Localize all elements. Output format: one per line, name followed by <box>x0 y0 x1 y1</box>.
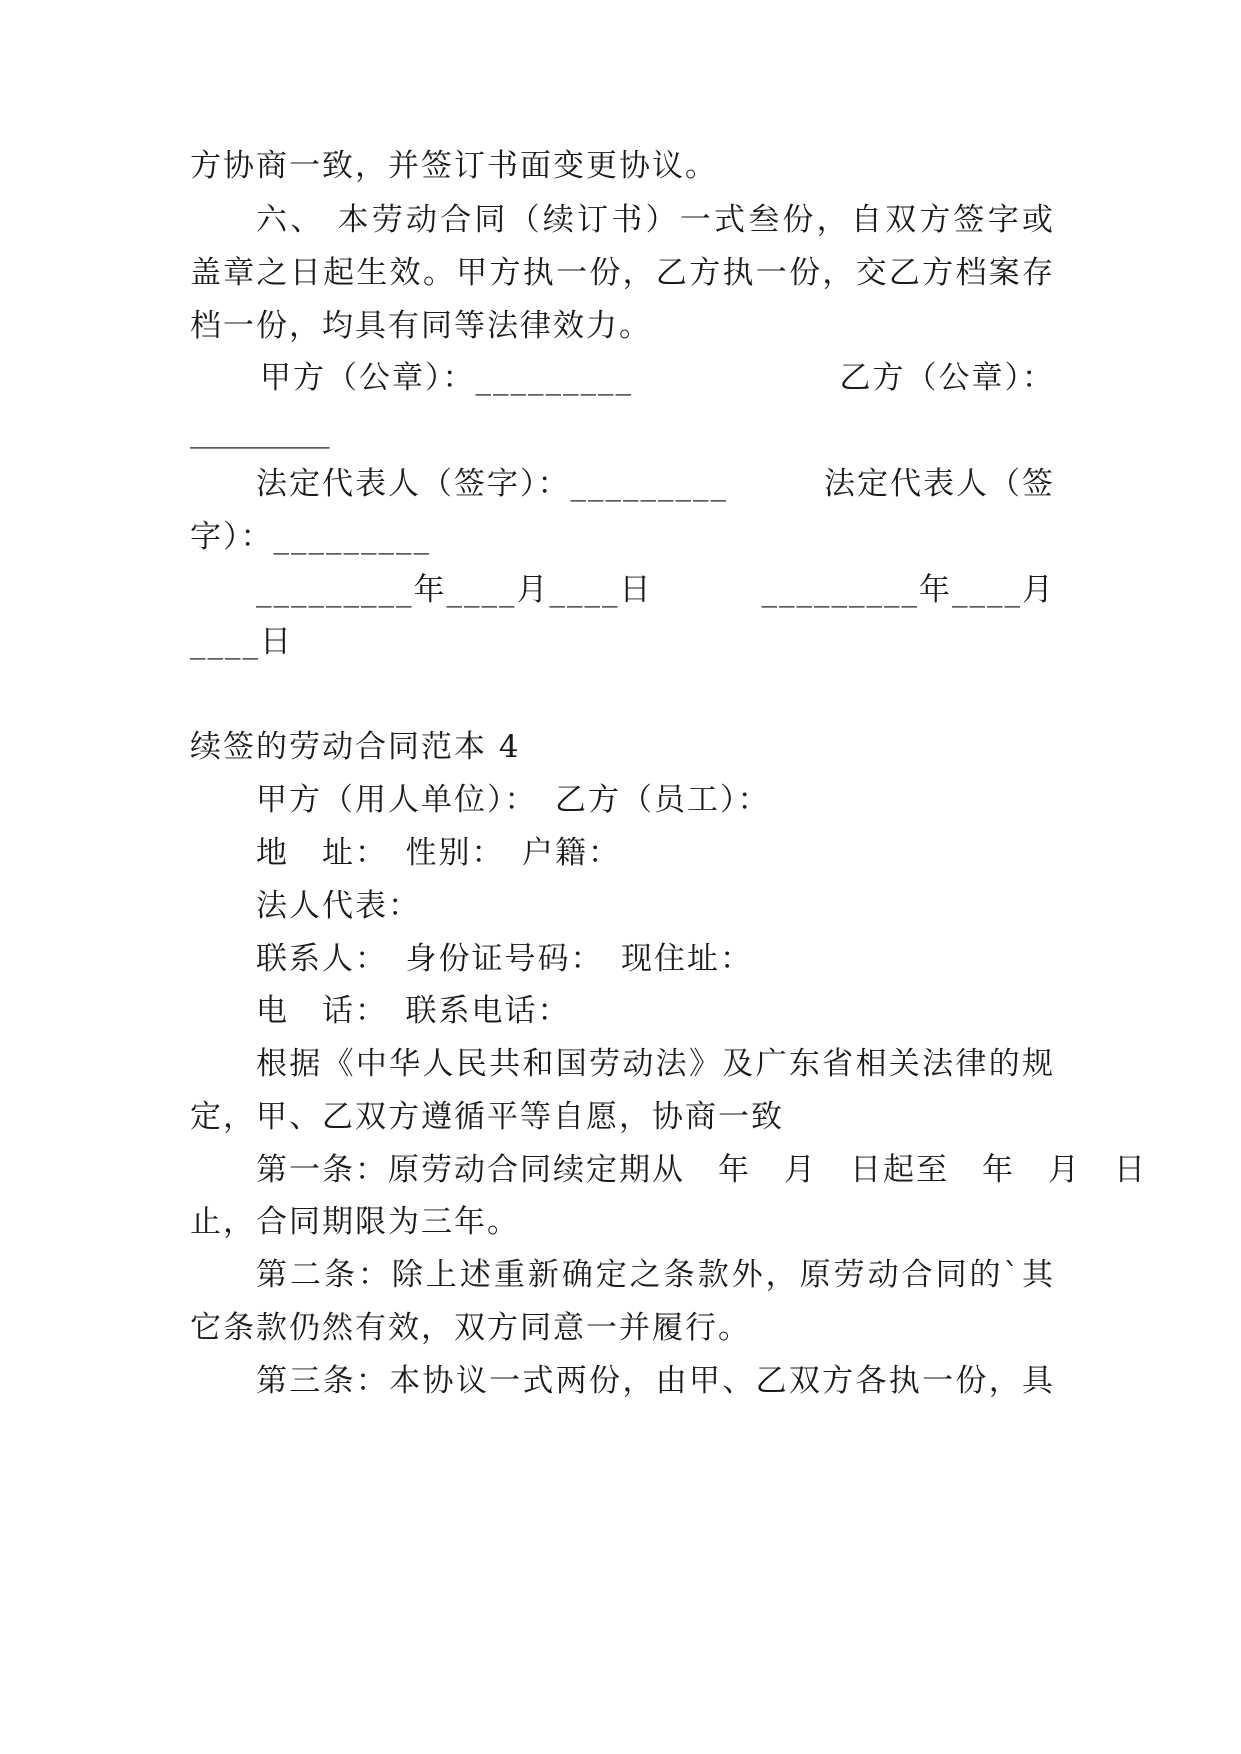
paragraph-line: 根据《中华人民共和国劳动法》及广东省相关法律的规 <box>256 1046 1055 1082</box>
party-info-line: 甲方（用人单位）： 乙方（员工）： <box>256 782 771 818</box>
party-a-date: _________年____月____日 <box>256 572 653 608</box>
paragraph-line: 定，甲、乙双方遵循平等自愿，协商一致 <box>190 1099 784 1135</box>
signature-row-representative <box>190 464 1055 504</box>
signature-row-seal <box>190 358 1055 398</box>
party-b-seal-label: 乙方（公章）： <box>839 360 1055 396</box>
date-row <box>190 570 1055 610</box>
paragraph-line: 盖章之日起生效。甲方执一份，乙方执一份，交乙方档案存 <box>190 255 1055 291</box>
paragraph-line: 档一份，均具有同等法律效力。 <box>190 308 652 344</box>
party-a-seal-label: 甲方（公章）：_________ <box>260 360 633 396</box>
signature-continuation: 字）：_________ <box>190 519 431 555</box>
paragraph-line: 方协商一致，并签订书面变更协议。 <box>190 148 718 184</box>
contact-line: 联系人： 身份证号码： 现住址： <box>256 941 753 977</box>
paragraph-line: 止，合同期限为三年。 <box>190 1204 520 1240</box>
date-continuation: ____日 <box>190 624 293 660</box>
party-a-representative-label: 法定代表人（签字）：_________ <box>256 466 728 502</box>
article-three: 第三条：本协议一式两份，由甲、乙双方各执一份，具 <box>256 1363 1055 1399</box>
paragraph-line: 它条款仍然有效，双方同意一并履行。 <box>190 1310 751 1346</box>
article-two: 第二条：除上述重新确定之条款外，原劳动合同的`其 <box>256 1257 1055 1293</box>
signature-blank: _________ <box>190 413 330 449</box>
address-line: 地 址： 性别： 户籍： <box>256 835 621 871</box>
document-page <box>190 0 1147 1754</box>
section-heading: 续签的劳动合同范本 4 <box>190 729 521 765</box>
paragraph-line: 六、 本劳动合同（续订书）一式叁份，自双方签字或 <box>256 202 1055 238</box>
article-one: 第一条：原劳动合同续定期从 年 月 日起至 年 月 日 <box>256 1152 1147 1188</box>
phone-line: 电 话： 联系电话： <box>256 993 571 1029</box>
party-b-representative-label: 法定代表人（签 <box>824 466 1055 502</box>
legal-rep-line: 法人代表： <box>256 888 421 924</box>
party-b-date: _________年____月 <box>761 572 1055 608</box>
